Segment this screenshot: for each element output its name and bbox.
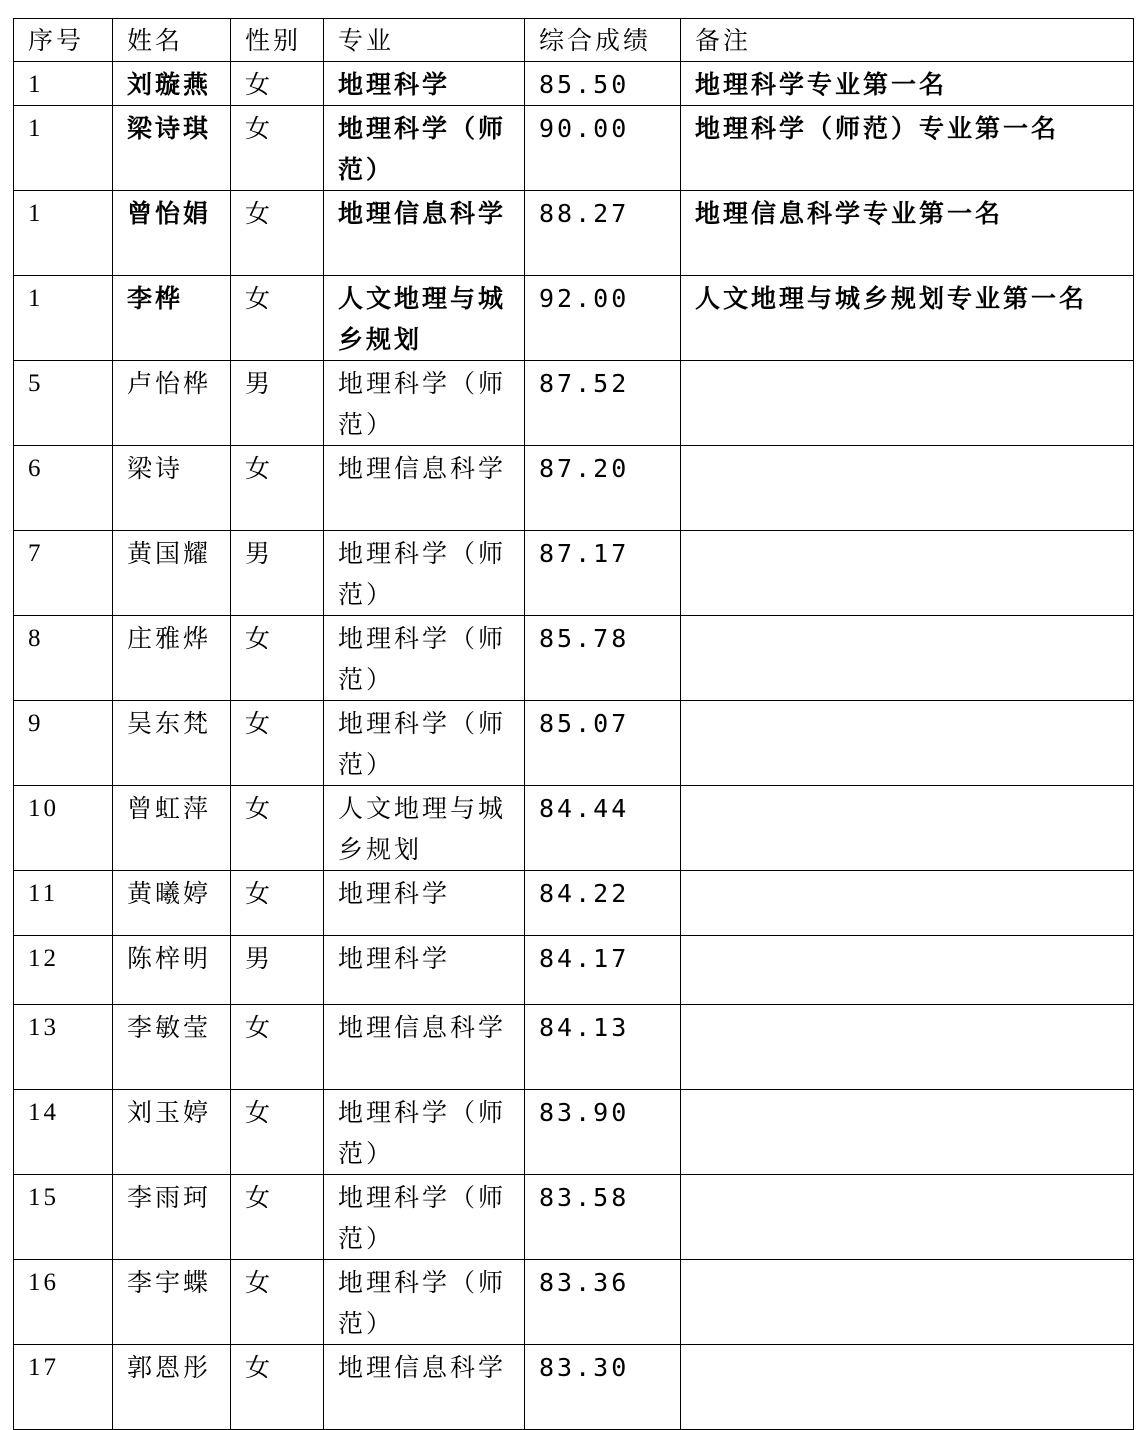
cell-note: 地理科学专业第一名 [681,62,1134,106]
cell-name: 李敏莹 [113,1005,231,1090]
cell-major: 地理科学（师范） [324,616,525,701]
cell-major: 地理信息科学 [324,1005,525,1090]
cell-name: 曾虹萍 [113,786,231,871]
cell-gender: 女 [231,701,324,786]
cell-note [681,446,1134,531]
cell-name: 梁诗 [113,446,231,531]
cell-note [681,1005,1134,1090]
cell-seq: 9 [14,701,113,786]
cell-score: 83.36 [525,1260,681,1345]
cell-name: 黄曦婷 [113,871,231,936]
cell-name: 梁诗琪 [113,106,231,191]
cell-score: 83.58 [525,1175,681,1260]
cell-note: 人文地理与城乡规划专业第一名 [681,276,1134,361]
cell-note [681,1090,1134,1175]
table-row [14,276,1134,361]
cell-gender: 女 [231,871,324,936]
cell-seq: 13 [14,1005,113,1090]
cell-seq: 5 [14,361,113,446]
cell-score: 83.30 [525,1345,681,1430]
table-row [14,446,1134,531]
cell-name: 卢怡桦 [113,361,231,446]
cell-score: 85.50 [525,62,681,106]
cell-note [681,1345,1134,1430]
cell-name: 李雨珂 [113,1175,231,1260]
cell-seq: 10 [14,786,113,871]
header-score: 综合成绩 [525,19,681,62]
cell-score: 87.17 [525,531,681,616]
table-row [14,936,1134,1005]
cell-major: 地理科学 [324,936,525,1005]
cell-gender: 女 [231,786,324,871]
cell-major: 地理科学（师范） [324,1090,525,1175]
cell-major: 地理科学（师范） [324,361,525,446]
cell-major: 人文地理与城乡规划 [324,786,525,871]
cell-name: 黄国耀 [113,531,231,616]
table-row [14,1175,1134,1260]
table-row [14,786,1134,871]
table-row [14,1005,1134,1090]
header-row [14,19,1134,62]
table-row [14,1260,1134,1345]
cell-gender: 女 [231,446,324,531]
header-seq: 序号 [14,19,113,62]
header-gender: 性别 [231,19,324,62]
cell-score: 83.90 [525,1090,681,1175]
header-name: 姓名 [113,19,231,62]
cell-gender: 女 [231,1345,324,1430]
table-row [14,1090,1134,1175]
cell-name: 吴东梵 [113,701,231,786]
cell-note [681,871,1134,936]
cell-score: 85.07 [525,701,681,786]
cell-seq: 6 [14,446,113,531]
table-row [14,616,1134,701]
cell-gender: 女 [231,1260,324,1345]
table-row [14,62,1134,106]
cell-name: 郭恩彤 [113,1345,231,1430]
cell-major: 地理科学（师范） [324,701,525,786]
cell-name: 李宇蝶 [113,1260,231,1345]
cell-note: 地理信息科学专业第一名 [681,191,1134,276]
cell-major: 地理科学（师范） [324,106,525,191]
cell-seq: 1 [14,191,113,276]
cell-note [681,786,1134,871]
cell-gender: 男 [231,531,324,616]
cell-seq: 11 [14,871,113,936]
cell-gender: 女 [231,1090,324,1175]
header-major: 专业 [324,19,525,62]
cell-name: 曾怡娟 [113,191,231,276]
cell-name: 陈梓明 [113,936,231,1005]
cell-gender: 女 [231,191,324,276]
cell-name: 庄雅烨 [113,616,231,701]
cell-seq: 12 [14,936,113,1005]
cell-name: 刘玉婷 [113,1090,231,1175]
ranking-table [13,18,1134,1430]
cell-major: 地理科学（师范） [324,531,525,616]
cell-gender: 女 [231,1175,324,1260]
cell-gender: 女 [231,276,324,361]
cell-major: 地理信息科学 [324,1345,525,1430]
cell-seq: 15 [14,1175,113,1260]
cell-score: 87.20 [525,446,681,531]
cell-note [681,1260,1134,1345]
cell-note: 地理科学（师范）专业第一名 [681,106,1134,191]
cell-seq: 1 [14,276,113,361]
cell-score: 84.44 [525,786,681,871]
cell-gender: 男 [231,936,324,1005]
cell-score: 90.00 [525,106,681,191]
cell-score: 84.22 [525,871,681,936]
cell-score: 84.13 [525,1005,681,1090]
cell-note [681,936,1134,1005]
cell-name: 刘璇燕 [113,62,231,106]
cell-major: 人文地理与城乡规划 [324,276,525,361]
cell-major: 地理信息科学 [324,191,525,276]
cell-seq: 1 [14,62,113,106]
cell-major: 地理科学 [324,62,525,106]
table-row [14,361,1134,446]
cell-note [681,1175,1134,1260]
cell-note [681,531,1134,616]
cell-note [681,616,1134,701]
cell-score: 92.00 [525,276,681,361]
cell-gender: 女 [231,106,324,191]
cell-gender: 女 [231,1005,324,1090]
cell-seq: 1 [14,106,113,191]
cell-note [681,701,1134,786]
cell-gender: 男 [231,361,324,446]
cell-seq: 14 [14,1090,113,1175]
cell-note [681,361,1134,446]
table-row [14,871,1134,936]
cell-major: 地理信息科学 [324,446,525,531]
table-row [14,106,1134,191]
cell-score: 85.78 [525,616,681,701]
cell-major: 地理科学（师范） [324,1260,525,1345]
cell-major: 地理科学（师范） [324,1175,525,1260]
cell-seq: 16 [14,1260,113,1345]
table-row [14,531,1134,616]
cell-seq: 17 [14,1345,113,1430]
header-note: 备注 [681,19,1134,62]
cell-major: 地理科学 [324,871,525,936]
table-row [14,191,1134,276]
cell-score: 87.52 [525,361,681,446]
cell-gender: 女 [231,616,324,701]
cell-name: 李桦 [113,276,231,361]
table-row [14,701,1134,786]
cell-seq: 7 [14,531,113,616]
cell-seq: 8 [14,616,113,701]
cell-score: 84.17 [525,936,681,1005]
cell-score: 88.27 [525,191,681,276]
table-row [14,1345,1134,1430]
cell-gender: 女 [231,62,324,106]
